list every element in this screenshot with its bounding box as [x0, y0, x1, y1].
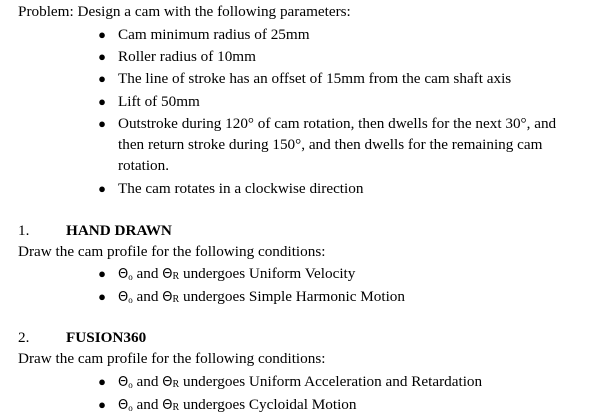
condition-text: undergoes Cycloidal Motion [179, 396, 357, 413]
parameter-item [98, 180, 588, 198]
conjunction: and [132, 288, 163, 305]
bullet-icon: ● [98, 374, 106, 389]
parameter-text: Cam minimum radius of 25mm [118, 26, 310, 43]
bullet-icon: ● [98, 71, 106, 86]
parameter-text: Roller radius of 10mm [118, 48, 256, 65]
subscript: R [172, 402, 180, 413]
parameter-item [98, 26, 588, 44]
theta-symbol: Θ [162, 267, 173, 282]
parameter-item [98, 115, 588, 133]
bullet-icon: ● [98, 266, 106, 281]
parameter-text: then return stroke during 150°, and then dwells for the remaining cam [118, 136, 543, 153]
theta-symbol: Θ [118, 398, 129, 413]
condition-item [98, 396, 588, 417]
theta-symbol: Θ [162, 375, 173, 390]
parameter-item [98, 70, 588, 88]
subscript: o [128, 403, 133, 413]
section-heading: FUSION360 [66, 329, 147, 346]
subscript: R [172, 379, 180, 390]
section-instruction: Draw the cam profile for the following conditions: [18, 350, 326, 367]
subscript: o [128, 295, 133, 305]
section-instruction: Draw the cam profile for the following conditions: [18, 243, 326, 260]
parameter-item [98, 48, 588, 66]
bullet-icon: ● [98, 289, 106, 304]
parameter-text: Outstroke during 120° of cam rotation, then dwells for the next 30°, and [118, 115, 557, 132]
condition-text: undergoes Simple Harmonic Motion [179, 288, 405, 305]
condition-item [98, 265, 588, 286]
subscript: o [128, 272, 133, 282]
condition-text: undergoes Uniform Acceleration and Retardation [179, 373, 483, 390]
subscript: R [172, 271, 180, 282]
subscript: R [172, 294, 180, 305]
condition-item [98, 373, 588, 394]
parameter-text: Lift of 50mm [118, 93, 200, 110]
bullet-icon: ● [98, 397, 106, 412]
conjunction: and [132, 265, 163, 282]
theta-symbol: Θ [118, 267, 129, 282]
condition-text: undergoes Uniform Velocity [179, 265, 356, 282]
section-number: 1. [18, 222, 30, 239]
problem-title: Problem: Design a cam with the following parameters: [18, 3, 351, 20]
theta-symbol: Θ [118, 290, 129, 305]
bullet-icon: ● [98, 116, 106, 131]
parameter-continuation [118, 136, 588, 154]
parameter-text: The cam rotates in a clockwise direction [118, 180, 364, 197]
section-number: 2. [18, 329, 30, 346]
bullet-icon: ● [98, 181, 106, 196]
bullet-icon: ● [98, 94, 106, 109]
parameter-text: The line of stroke has an offset of 15mm from the cam shaft axis [118, 70, 512, 87]
parameter-text: rotation. [118, 157, 170, 174]
conjunction: and [132, 373, 163, 390]
theta-symbol: Θ [162, 398, 173, 413]
parameter-continuation [118, 157, 588, 175]
parameter-item [98, 93, 588, 111]
condition-item [98, 288, 588, 309]
theta-symbol: Θ [118, 375, 129, 390]
subscript: o [128, 380, 133, 390]
bullet-icon: ● [98, 27, 106, 42]
theta-symbol: Θ [162, 290, 173, 305]
bullet-icon: ● [98, 49, 106, 64]
section-heading: HAND DRAWN [66, 222, 172, 239]
conjunction: and [132, 396, 163, 413]
